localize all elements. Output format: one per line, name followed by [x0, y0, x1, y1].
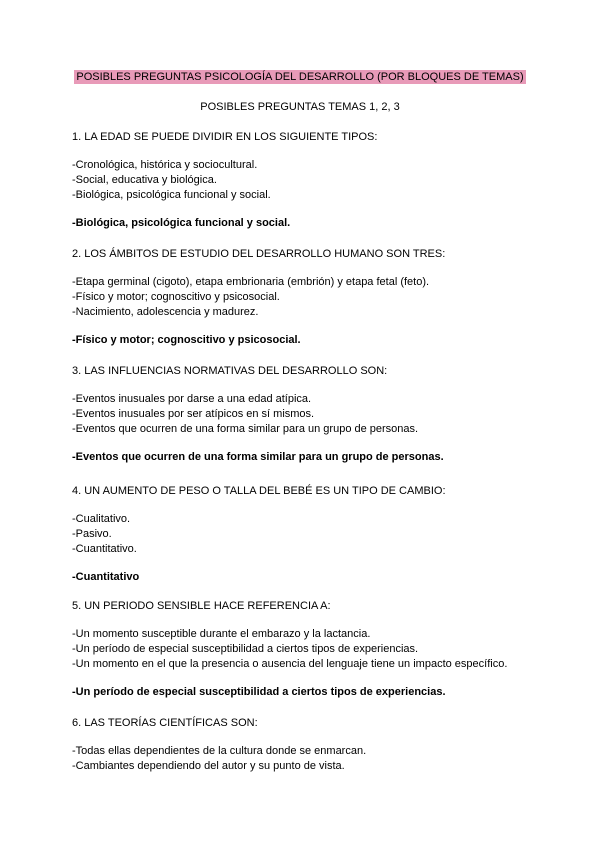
option-item: -Cronológica, histórica y sociocultural. [72, 159, 258, 171]
option-item: -Cambiantes dependiendo del autor y su punto de vista. [72, 760, 345, 772]
answer-text: -Un período de especial susceptibilidad a ciertos tipos de experiencias. [72, 686, 446, 698]
document-subtitle: POSIBLES PREGUNTAS TEMAS 1, 2, 3 [200, 101, 400, 113]
answer-text: -Biológica, psicológica funcional y social. [72, 217, 291, 229]
question-text: 2. LOS ÁMBITOS DE ESTUDIO DEL DESARROLLO HUMANO SON TRES: [72, 248, 446, 260]
options-list [72, 512, 572, 557]
option-item: -Físico y motor; cognoscitivo y psicosocial. [72, 291, 280, 303]
question-text: 4. UN AUMENTO DE PESO O TALLA DEL BEBÉ ES UN TIPO DE CAMBIO: [72, 485, 446, 497]
options-list [72, 392, 572, 437]
option-item: -Eventos inusuales por ser atípicos en sí mismos. [72, 408, 315, 420]
answer-text: -Eventos que ocurren de una forma similar para un grupo de personas. [72, 451, 444, 463]
question-block-2 [72, 247, 572, 358]
option-item: -Cuantitativo. [72, 543, 137, 555]
option-item: -Cualitativo. [72, 513, 131, 525]
document-title-text: POSIBLES PREGUNTAS PSICOLOGÍA DEL DESARROLLO (POR BLOQUES DE TEMAS) [76, 71, 524, 83]
option-item: -Todas ellas dependientes de la cultura donde se enmarcan. [72, 745, 367, 757]
option-item: -Etapa germinal (cigoto), etapa embrionaria (embrión) y etapa fetal (feto). [72, 276, 430, 288]
question-text: 3. LAS INFLUENCIAS NORMATIVAS DEL DESARROLLO SON: [72, 365, 388, 377]
option-item: -Social, educativa y biológica. [72, 174, 217, 186]
question-block-1 [72, 130, 572, 241]
option-item: -Nacimiento, adolescencia y madurez. [72, 306, 259, 318]
question-block-4 [72, 484, 572, 595]
option-item: -Un momento en el que la presencia o ausencia del lenguaje tiene un impacto específico. [72, 658, 508, 670]
question-text: 6. LAS TEORÍAS CIENTÍFICAS SON: [72, 717, 258, 729]
option-item: -Eventos que ocurren de una forma similar para un grupo de personas. [72, 423, 419, 435]
options-list [72, 744, 572, 774]
options-list [72, 158, 572, 203]
document-title [0, 70, 600, 84]
question-text: 1. LA EDAD SE PUEDE DIVIDIR EN LOS SIGUIENTE TIPOS: [72, 131, 378, 143]
option-item: -Biológica, psicológica funcional y social. [72, 189, 271, 201]
question-text: 5. UN PERIODO SENSIBLE HACE REFERENCIA A: [72, 600, 331, 612]
question-block-3 [72, 364, 572, 475]
question-block-6 [72, 716, 572, 774]
question-block-5 [72, 599, 572, 710]
options-list [72, 275, 572, 320]
answer-text: -Físico y motor; cognoscitivo y psicosocial. [72, 334, 301, 346]
options-list [72, 627, 572, 672]
option-item: -Pasivo. [72, 528, 112, 540]
option-item: -Un momento susceptible durante el embarazo y la lactancia. [72, 628, 371, 640]
option-item: -Eventos inusuales por darse a una edad atípica. [72, 393, 312, 405]
answer-text: -Cuantitativo [72, 571, 140, 583]
option-item: -Un período de especial susceptibilidad a ciertos tipos de experiencias. [72, 643, 419, 655]
